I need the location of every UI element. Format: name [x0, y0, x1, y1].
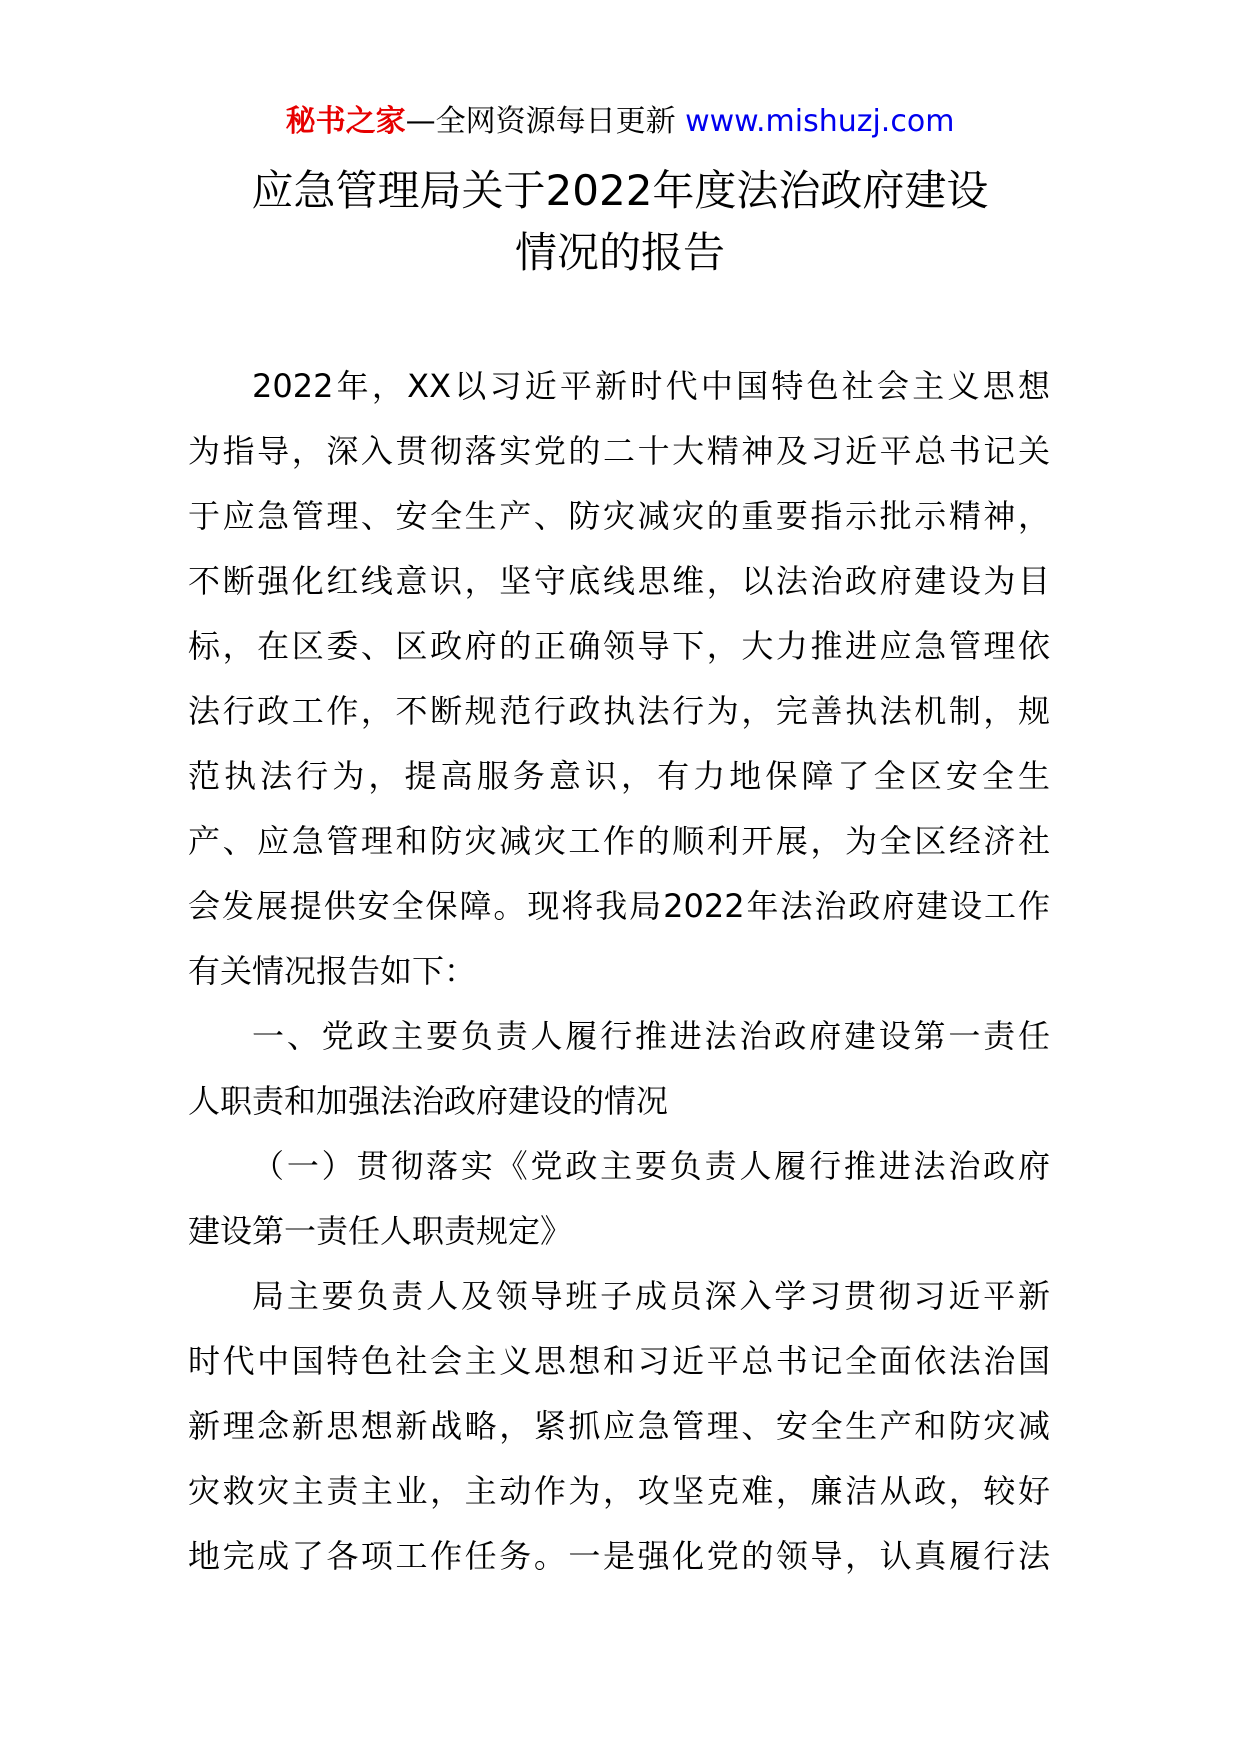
heading-line: （一）贯彻落实《党政主要负责人履行推进法治政府 — [252, 1147, 1050, 1185]
title-line-2: 情况的报告 — [514, 228, 725, 277]
heading-line: 人职责和加强法治政府建设的情况 — [188, 1082, 669, 1120]
paragraph-intro — [188, 354, 1050, 1004]
site-header — [0, 100, 1240, 144]
paragraph-line: 地完成了各项工作任务。一是强化党的领导，认真履行法 — [188, 1537, 1050, 1575]
header-tagline: —全网资源每日更新 — [405, 104, 676, 139]
paragraph-line: 不断强化红线意识，坚守底线思维，以法治政府建设为目 — [188, 562, 1050, 600]
paragraph-line: 范执法行为，提高服务意识，有力地保障了全区安全生 — [188, 757, 1050, 795]
title-line-1: 应急管理局关于2022年度法治政府建设 — [251, 166, 989, 215]
paragraph-line: 为指导，深入贯彻落实党的二十大精神及习近平总书记关 — [188, 432, 1050, 470]
paragraph-line: 法行政工作，不断规范行政执法行为，完善执法机制，规 — [188, 692, 1050, 730]
paragraph-line: 于应急管理、安全生产、防灾减灾的重要指示批示精神， — [188, 497, 1050, 535]
paragraph-line: 灾救灾主责主业，主动作为，攻坚克难，廉洁从政，较好 — [188, 1472, 1050, 1510]
document-body — [188, 354, 1050, 1589]
paragraph-line: 时代中国特色社会主义思想和习近平总书记全面依法治国 — [188, 1342, 1050, 1380]
paragraph-line: 有关情况报告如下： — [188, 952, 477, 990]
paragraph-line: 2022年，XX以习近平新时代中国特色社会主义思想 — [252, 367, 1050, 405]
site-url-link[interactable]: www.mishuzj.com — [675, 104, 955, 139]
paragraph-line: 标，在区委、区政府的正确领导下，大力推进应急管理依 — [188, 627, 1050, 665]
heading-line: 一、党政主要负责人履行推进法治政府建设第一责任 — [252, 1017, 1050, 1055]
subsection-heading-1 — [188, 1134, 1050, 1264]
paragraph-line: 新理念新思想新战略，紧抓应急管理、安全生产和防灾减 — [188, 1407, 1050, 1445]
paragraph-leadership — [188, 1264, 1050, 1589]
paragraph-line: 产、应急管理和防灾减灾工作的顺利开展，为全区经济社 — [188, 822, 1050, 860]
heading-line: 建设第一责任人职责规定》 — [188, 1212, 573, 1250]
brand-name: 秘书之家 — [285, 104, 406, 139]
paragraph-line: 会发展提供安全保障。现将我局2022年法治政府建设工作 — [188, 887, 1050, 925]
paragraph-line: 局主要负责人及领导班子成员深入学习贯彻习近平新 — [252, 1277, 1050, 1315]
document-title — [0, 160, 1240, 284]
section-heading-1 — [188, 1004, 1050, 1134]
